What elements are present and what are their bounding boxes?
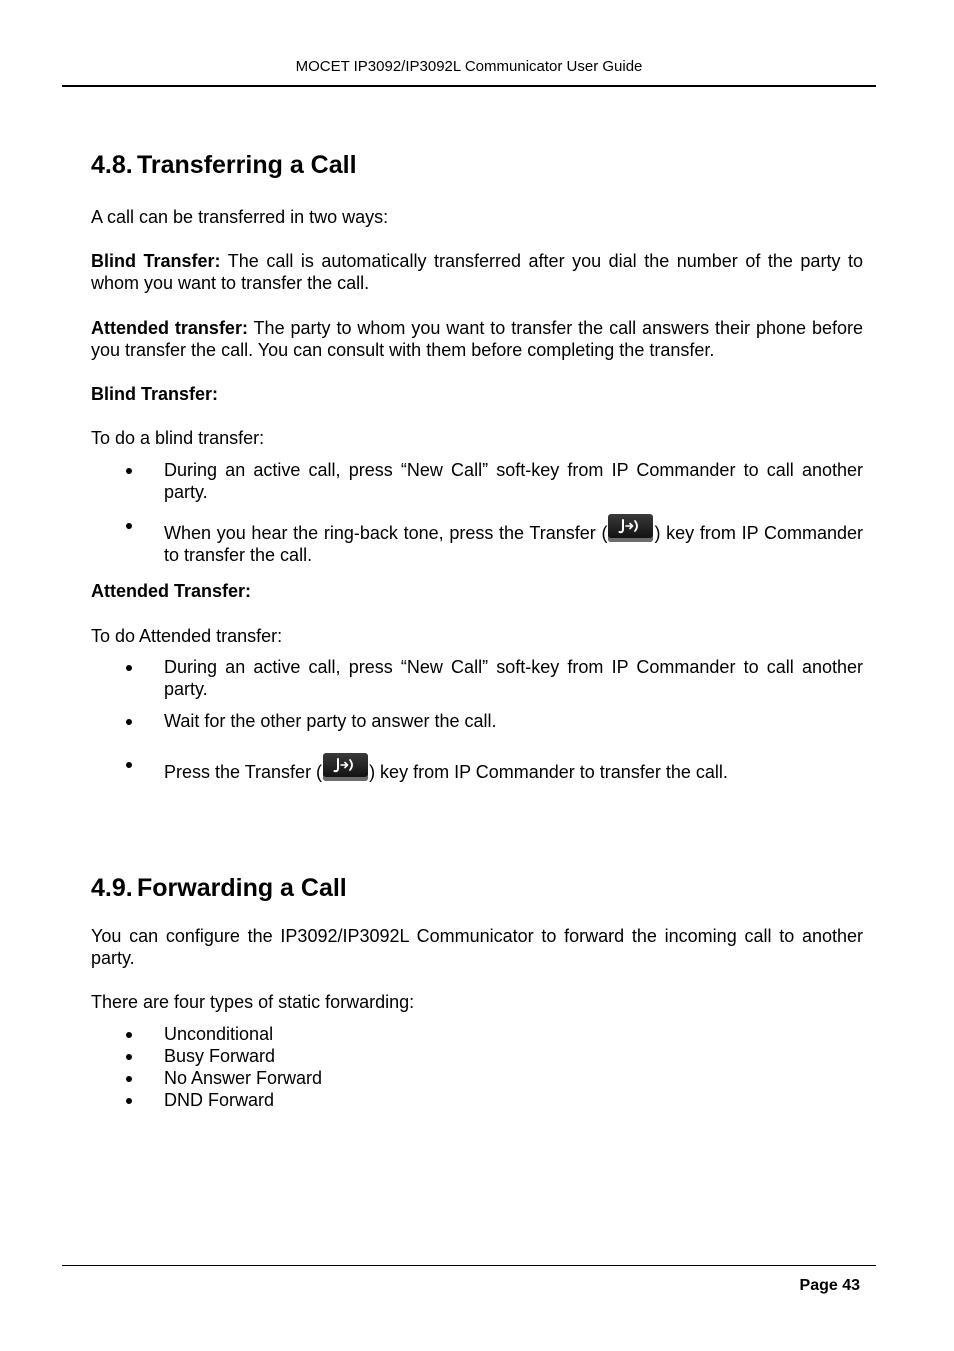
list-item [91,514,863,566]
list-item-text [164,514,863,566]
bullet-icon [126,762,132,768]
blind-transfer-label: Blind Transfer: [91,251,221,271]
bullet-icon [126,523,132,529]
list-item-text: No Answer Forward [164,1068,323,1088]
list-item [91,1089,863,1111]
attended-transfer-definition [91,317,863,361]
attended-transfer-text: The party to whom you want to transfer the call answers their phone before you transfer the call. You can consult with them before completing the transfer. [91,318,863,360]
list-item-text: Unconditional [164,1024,274,1044]
transfer-key-icon [608,514,653,542]
list-item [91,1067,863,1089]
transfer-key-icon [323,753,368,781]
section-title: Forwarding a Call [137,874,347,902]
header-rule [62,85,876,87]
list-item [91,656,863,700]
transfer-intro: A call can be transferred in two ways: [91,207,389,227]
list-item-text: DND Forward [164,1090,275,1110]
list-item [91,710,863,732]
list-item [91,753,863,783]
list-item-text [164,753,863,783]
list-item-text: Busy Forward [164,1046,276,1066]
list-item-text-after: ) key from IP Commander to transfer the call. [369,762,728,782]
attended-transfer-heading: Attended Transfer: [91,581,252,601]
section-number: 4.9. [91,874,133,902]
list-item-text-before: When you hear the ring-back tone, press the Transfer ( [164,523,608,543]
forwarding-types-intro: There are four types of static forwarding: [91,992,415,1012]
section-heading-4-8 [91,150,357,180]
blind-transfer-text: The call is automatically transferred after you dial the number of the party to whom you want to transfer the call. [91,251,863,293]
footer-rule [62,1265,876,1266]
list-item [91,459,863,503]
attended-transfer-intro: To do Attended transfer: [91,626,283,646]
blind-transfer-definition [91,250,863,294]
section-number: 4.8. [91,151,133,179]
bullet-icon [126,1032,132,1038]
list-item-text: During an active call, press “New Call” soft-key from IP Commander to call another party. [164,460,863,502]
bullet-icon [126,468,132,474]
page-number: Page 43 [799,1277,860,1294]
list-item-text: During an active call, press “New Call” soft-key from IP Commander to call another party. [164,657,863,699]
list-item-text: Wait for the other party to answer the call. [164,711,497,731]
list-item-text-before: Press the Transfer ( [164,762,323,782]
bullet-icon [126,1054,132,1060]
blind-transfer-intro: To do a blind transfer: [91,428,265,448]
attended-transfer-label: Attended transfer: [91,318,248,338]
list-item-text-after: ) key from IP Commander to transfer the call. [164,523,863,565]
forwarding-intro: You can configure the IP3092/IP3092L Communicator to forward the incoming call to another party. [91,926,863,968]
running-header: MOCET IP3092/IP3092L Communicator User Guide [295,58,643,75]
bullet-icon [126,719,132,725]
bullet-icon [126,665,132,671]
list-item [91,1045,863,1067]
section-heading-4-9 [91,873,347,903]
list-item [91,1023,863,1045]
section-title: Transferring a Call [137,151,357,179]
bullet-icon [126,1098,132,1104]
blind-transfer-heading: Blind Transfer: [91,384,219,404]
bullet-icon [126,1076,132,1082]
